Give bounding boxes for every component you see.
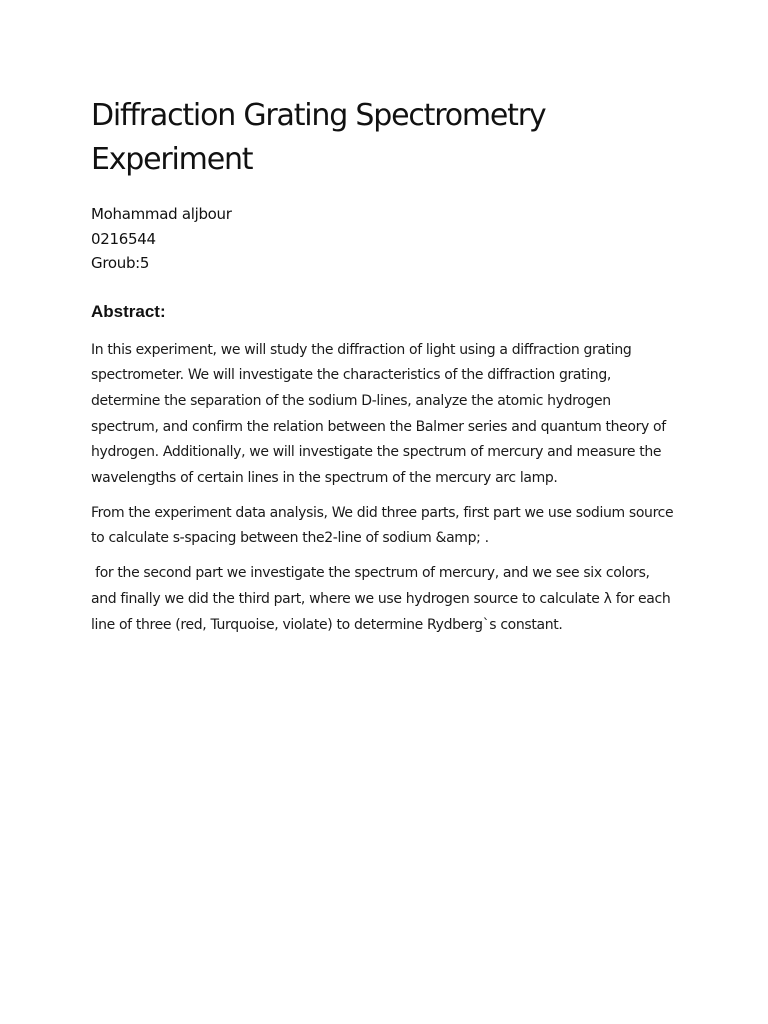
abstract-heading: Abstract: <box>91 301 166 321</box>
student-id: 0216544 <box>91 229 156 248</box>
author-name: Mohammad aljbour <box>91 205 232 223</box>
group-number: Groub:5 <box>91 254 150 272</box>
author-info <box>91 202 676 276</box>
abstract-paragraph-2: From the experiment data analysis, We did three parts, first part we use sodium source to calculate s-spacing between the2-line of sodium &amp; . <box>91 504 678 547</box>
abstract-paragraph-3: for the second part we investigate the spectrum of mercury, and we see six colors, and finally we did the third part, where we use hydrogen source to calculate λ for each line of three (red, Turquoise, violate) to determine Rydberg`s constant. <box>91 565 675 633</box>
document-title: Diffraction Grating Spectrometry Experiment <box>91 98 546 177</box>
abstract-paragraph-1: In this experiment, we will study the diffraction of light using a diffraction grating spectrometer. We will investigate the characteristics of the diffraction grating, determine the separation of the sodium D-lines, analyze the atomic hydrogen spectrum, and confirm the relation between the Balmer series and quantum theory of hydrogen. Additionally, we will investigate the spectrum of mercury and measure the wavelengths of certain lines in the spectrum of the mercury arc lamp. <box>91 341 670 487</box>
